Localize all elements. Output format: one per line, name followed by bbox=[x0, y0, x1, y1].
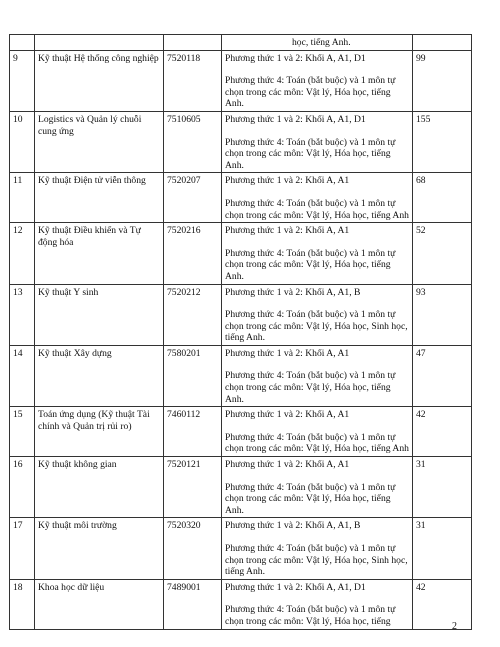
quota-value: 47 bbox=[416, 347, 426, 359]
cell-quota bbox=[413, 173, 472, 223]
cell-method bbox=[222, 518, 413, 579]
table-row bbox=[10, 457, 472, 518]
no-text: 15 bbox=[13, 409, 23, 421]
method-4: Phương thức 4: Toán (bắt buộc) và 1 môn tự chọn trong các môn: Vật lý, Hóa học, Sinh học, tiếng Anh. bbox=[225, 543, 408, 578]
method-1-2: Phương thức 1 và 2: Khối A, A1 bbox=[225, 347, 350, 359]
method-1-2: Phương thức 1 và 2: Khối A, A1 bbox=[225, 225, 350, 237]
method-1-2: Phương thức 1 và 2: Khối A, A1, B bbox=[225, 520, 361, 532]
quota-value: 31 bbox=[416, 459, 426, 471]
no-text: 9 bbox=[13, 52, 18, 64]
method-4: Phương thức 4: Toán (bắt buộc) và 1 môn tự chọn trong các môn: Vật lý, Hóa học, tiếng Anh. bbox=[225, 247, 396, 282]
program-name: Kỹ thuật Điều khiển và Tự động hóa bbox=[38, 225, 141, 248]
table-body bbox=[10, 35, 472, 630]
cell-quota bbox=[413, 457, 472, 518]
quota-value: 99 bbox=[416, 52, 426, 64]
cell-method bbox=[222, 407, 413, 457]
no-text: 12 bbox=[13, 225, 23, 237]
program-code: 7520207 bbox=[167, 175, 201, 187]
cell-name bbox=[35, 35, 164, 51]
program-name: Kỹ thuật Hệ thống công nghiệp bbox=[38, 52, 159, 64]
quota-value: 42 bbox=[416, 409, 426, 421]
no-text: 17 bbox=[13, 520, 23, 532]
cell-code bbox=[164, 457, 222, 518]
table-row bbox=[10, 50, 472, 111]
method-1-2: Phương thức 1 và 2: Khối A, A1, D1 bbox=[225, 581, 366, 593]
cell-code bbox=[164, 223, 222, 284]
cell-method bbox=[222, 173, 413, 223]
cell-method bbox=[222, 35, 413, 51]
program-name: Kỹ thuật Điện tử viễn thông bbox=[38, 175, 146, 187]
method-1-2: Phương thức 1 và 2: Khối A, A1 bbox=[225, 409, 350, 421]
program-name: Kỹ thuật môi trường bbox=[38, 520, 117, 532]
program-code: 7489001 bbox=[167, 581, 201, 593]
continuation-row bbox=[10, 35, 472, 51]
cell-method bbox=[222, 111, 413, 172]
method-4: Phương thức 4: Toán (bắt buộc) và 1 môn tự chọn trong các môn: Vật lý, Hóa học, tiếng Anh. bbox=[225, 136, 396, 171]
no-text: 10 bbox=[13, 113, 23, 125]
table-row bbox=[10, 518, 472, 579]
quota-value: 155 bbox=[416, 113, 431, 125]
table-row bbox=[10, 173, 472, 223]
program-code: 7520212 bbox=[167, 286, 201, 298]
cell-name bbox=[35, 223, 164, 284]
program-code: 7520118 bbox=[167, 52, 201, 64]
cell-quota bbox=[413, 111, 472, 172]
cell-no bbox=[10, 579, 35, 629]
cell-code bbox=[164, 345, 222, 406]
quota-value: 93 bbox=[416, 286, 426, 298]
quota-value: 68 bbox=[416, 175, 426, 187]
cell-name bbox=[35, 111, 164, 172]
cell-code bbox=[164, 579, 222, 629]
table-row bbox=[10, 345, 472, 406]
cell-quota bbox=[413, 35, 472, 51]
cell-name bbox=[35, 518, 164, 579]
cell-method bbox=[222, 50, 413, 111]
no-text: 18 bbox=[13, 581, 23, 593]
quota-value: 52 bbox=[416, 225, 426, 237]
cell-quota bbox=[413, 345, 472, 406]
cell-no bbox=[10, 457, 35, 518]
method-4: Phương thức 4: Toán (bắt buộc) và 1 môn tự chọn trong các môn: Vật lý, Hóa học, tiếng Anh. bbox=[225, 481, 396, 516]
method-1-2: Phương thức 1 và 2: Khối A, A1 bbox=[225, 459, 350, 471]
cell-no bbox=[10, 35, 35, 51]
cell-code bbox=[164, 173, 222, 223]
cell-no bbox=[10, 50, 35, 111]
method-1-2: Phương thức 1 và 2: Khối A, A1, D1 bbox=[225, 52, 366, 64]
cell-code bbox=[164, 50, 222, 111]
no-text: 11 bbox=[13, 175, 23, 187]
program-name: Logistics và Quản lý chuỗi cung ứng bbox=[38, 113, 142, 137]
cell-quota bbox=[413, 284, 472, 345]
cell-quota bbox=[413, 223, 472, 284]
cell-no bbox=[10, 345, 35, 406]
program-code: 7520121 bbox=[167, 459, 201, 471]
quota-value: 42 bbox=[416, 581, 426, 593]
cell-no bbox=[10, 284, 35, 345]
method-1-2: Phương thức 1 và 2: Khối A, A1 bbox=[225, 175, 350, 187]
page-number: 2 bbox=[452, 621, 457, 632]
table-row bbox=[10, 111, 472, 172]
cell-code bbox=[164, 284, 222, 345]
quota-value: 31 bbox=[416, 520, 426, 532]
table-row bbox=[10, 579, 472, 629]
table-row bbox=[10, 223, 472, 284]
cell-name bbox=[35, 50, 164, 111]
table-row bbox=[10, 407, 472, 457]
program-name: Toán ứng dụng (Kỹ thuật Tài chính và Quản trị rủi ro) bbox=[38, 409, 150, 432]
method-1-2: Phương thức 1 và 2: Khối A, A1, B bbox=[225, 286, 361, 298]
program-code: 7460112 bbox=[167, 409, 201, 421]
program-name: Kỹ thuật không gian bbox=[38, 459, 117, 471]
table-row bbox=[10, 284, 472, 345]
cell-method bbox=[222, 223, 413, 284]
method-4: Phương thức 4: Toán (bắt buộc) và 1 môn tự chọn trong các môn: Vật lý, Hóa học, tiếng Anh. bbox=[225, 370, 396, 405]
program-name: Kỹ thuật Xây dựng bbox=[38, 347, 112, 359]
cell-code bbox=[164, 35, 222, 51]
cell-no bbox=[10, 407, 35, 457]
cell-name bbox=[35, 284, 164, 345]
program-code: 7580201 bbox=[167, 347, 201, 359]
cell-method bbox=[222, 284, 413, 345]
cell-method bbox=[222, 457, 413, 518]
cell-name bbox=[35, 457, 164, 518]
cell-name bbox=[35, 407, 164, 457]
method-4: Phương thức 4: Toán (bắt buộc) và 1 môn tự chọn trong các môn: Vật lý, Hóa học, tiếng Anh. bbox=[225, 75, 396, 110]
no-text: 16 bbox=[13, 459, 23, 471]
cell-quota bbox=[413, 407, 472, 457]
program-code: 7520320 bbox=[167, 520, 201, 532]
program-code: 7510605 bbox=[167, 113, 201, 125]
method-4: Phương thức 4: Toán (bắt buộc) và 1 môn tự chọn trong các môn: Vật lý, Hóa học, tiếng Anh bbox=[225, 431, 409, 455]
cell-method bbox=[222, 579, 413, 629]
program-name: Kỹ thuật Y sinh bbox=[38, 286, 99, 298]
method-1-2: Phương thức 1 và 2: Khối A, A1, D1 bbox=[225, 113, 366, 125]
continuation-text: học, tiếng Anh. bbox=[292, 37, 351, 48]
cell-quota bbox=[413, 50, 472, 111]
cell-quota bbox=[413, 518, 472, 579]
program-name: Khoa học dữ liệu bbox=[38, 581, 105, 593]
cell-no bbox=[10, 173, 35, 223]
cell-code bbox=[164, 111, 222, 172]
cell-code bbox=[164, 518, 222, 579]
no-text: 14 bbox=[13, 347, 23, 359]
program-code: 7520216 bbox=[167, 225, 201, 237]
method-4: Phương thức 4: Toán (bắt buộc) và 1 môn tự chọn trong các môn: Vật lý, Hóa học, tiếng Anh bbox=[225, 197, 409, 221]
cell-no bbox=[10, 223, 35, 284]
cell-name bbox=[35, 345, 164, 406]
cell-code bbox=[164, 407, 222, 457]
admissions-table bbox=[9, 34, 472, 630]
cell-method bbox=[222, 345, 413, 406]
method-4: Phương thức 4: Toán (bắt buộc) và 1 môn tự chọn trong các môn: Vật lý, Hóa học, tiếng bbox=[225, 604, 396, 627]
cell-no bbox=[10, 111, 35, 172]
no-text: 13 bbox=[13, 286, 23, 298]
cell-name bbox=[35, 579, 164, 629]
cell-no bbox=[10, 518, 35, 579]
cell-quota bbox=[413, 579, 472, 629]
cell-name bbox=[35, 173, 164, 223]
method-4: Phương thức 4: Toán (bắt buộc) và 1 môn tự chọn trong các môn: Vật lý, Hóa học, Sinh học, tiếng Anh. bbox=[225, 309, 408, 344]
